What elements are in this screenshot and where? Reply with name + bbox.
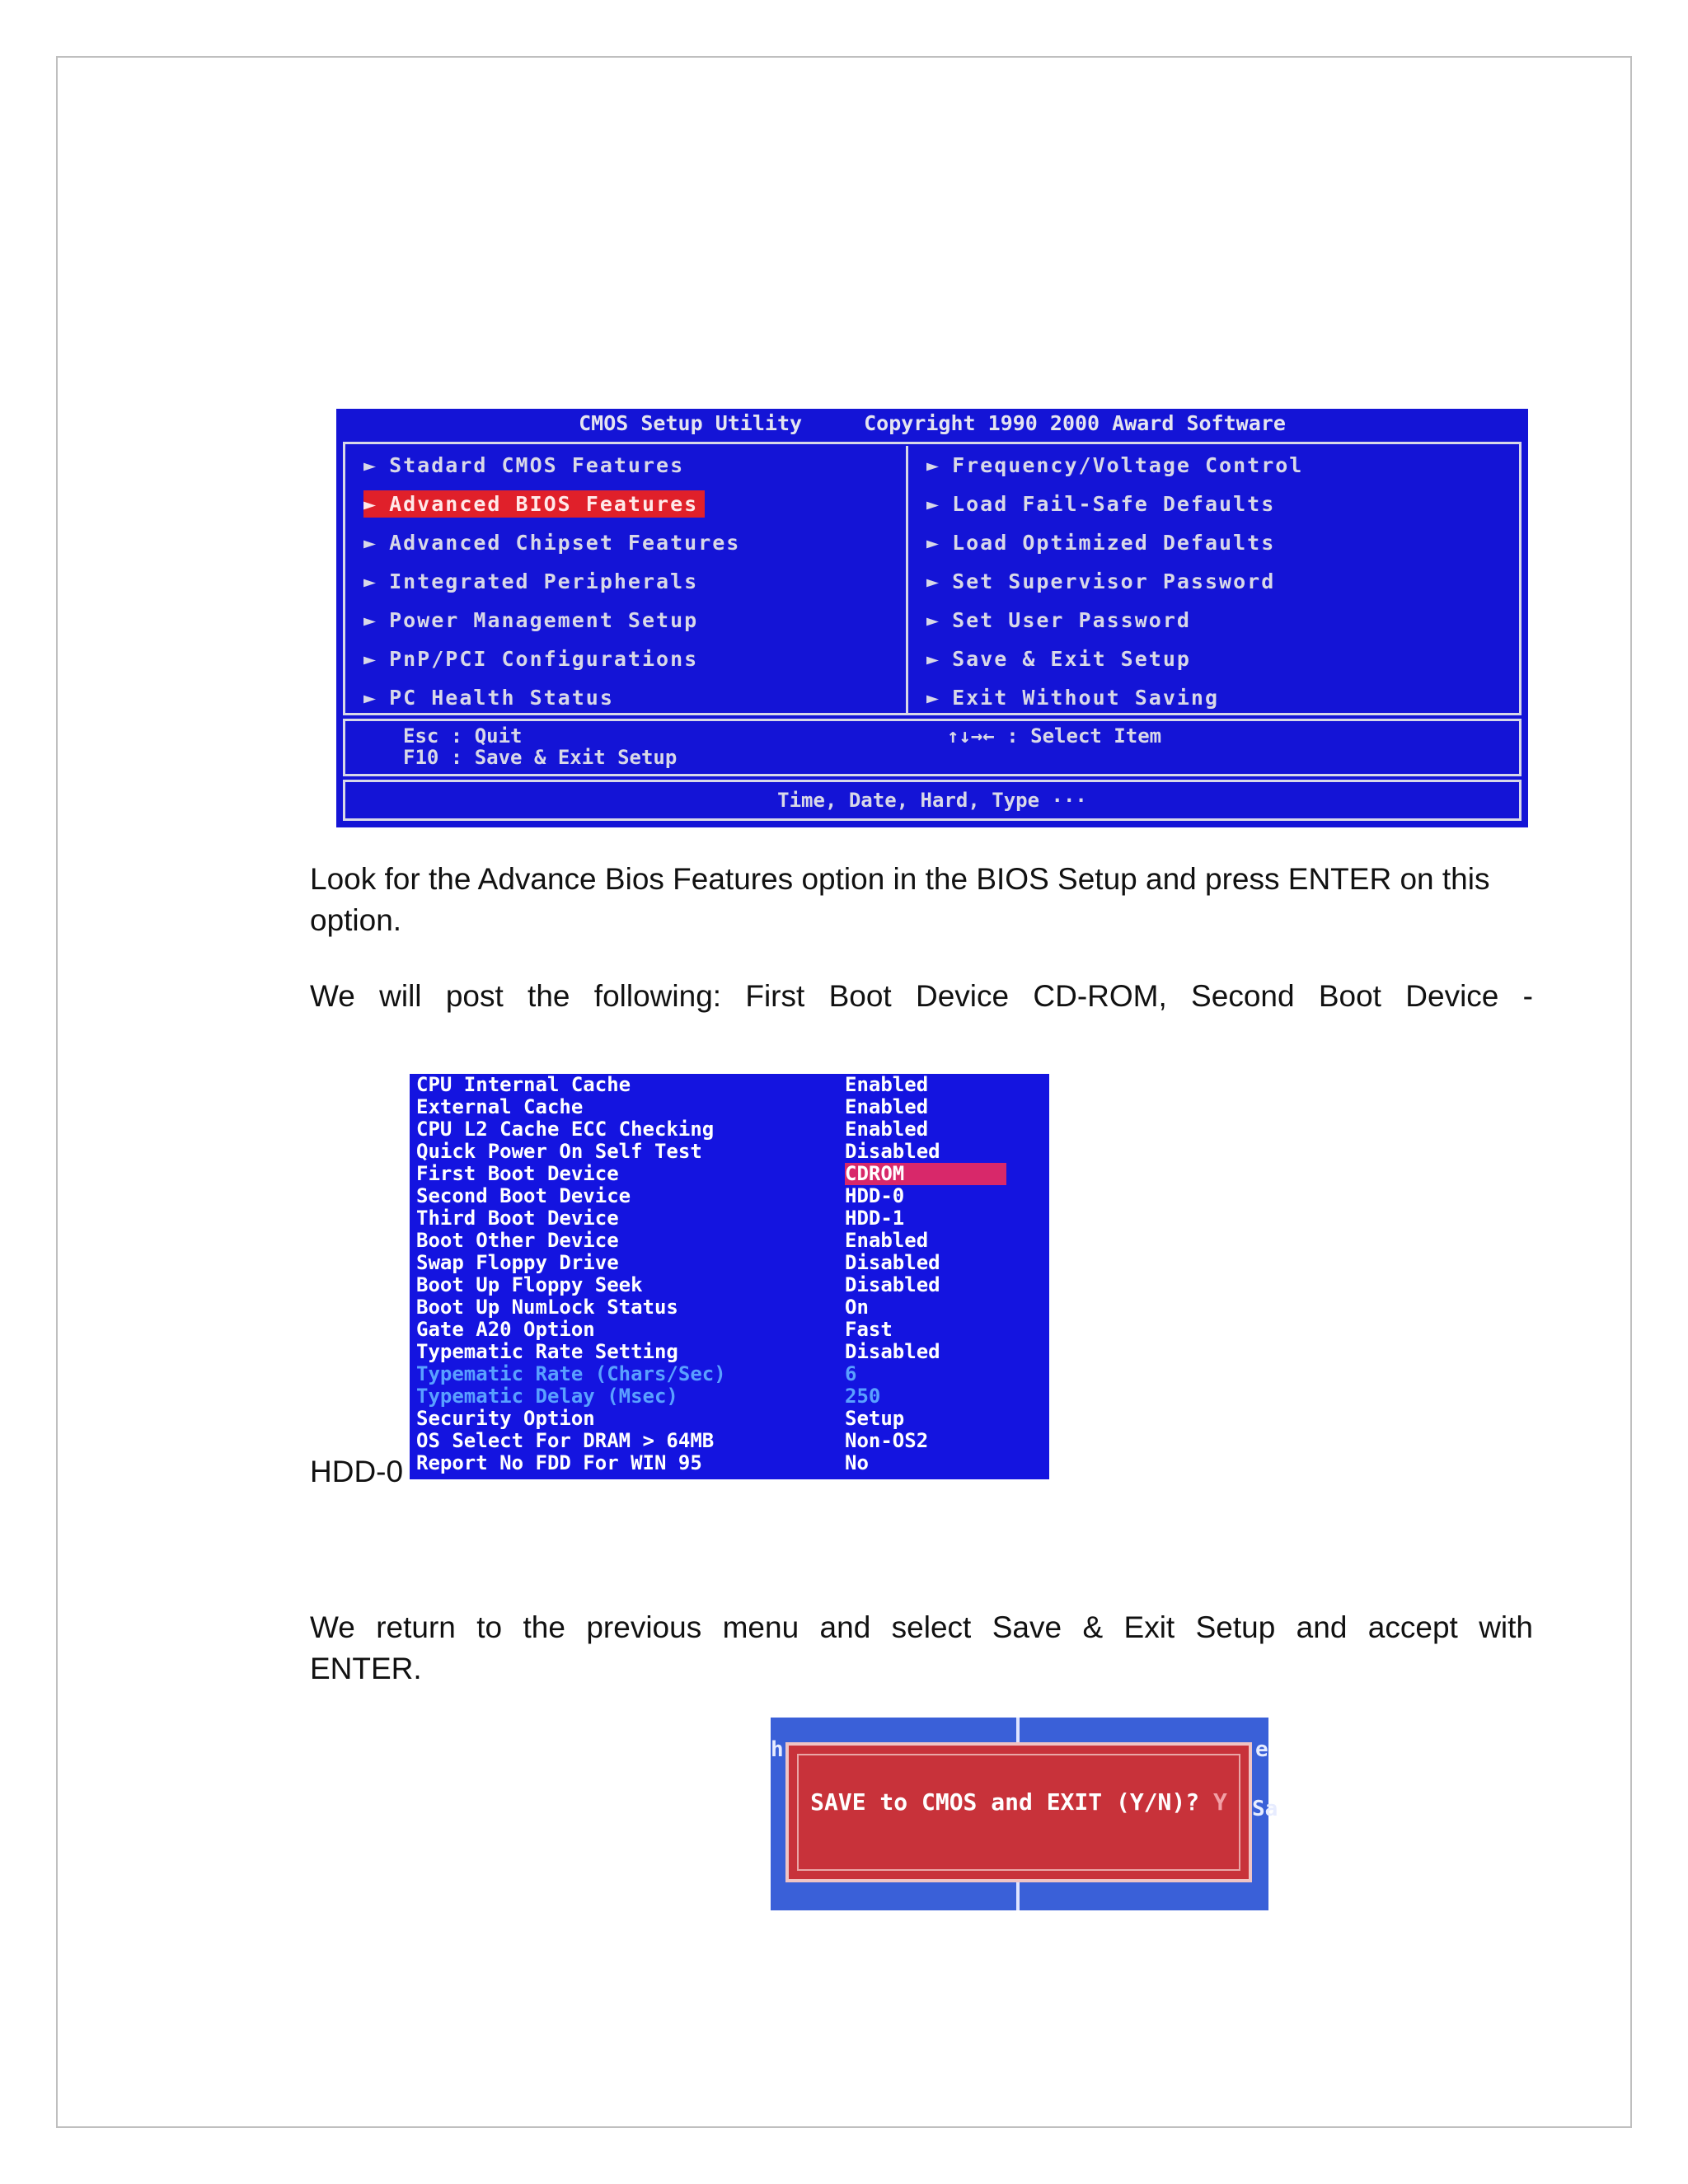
edge-text-left: h <box>771 1737 784 1762</box>
adv-setting-row[interactable]: Boot Up NumLock Status On <box>416 1296 869 1319</box>
adv-setting-row-selected[interactable]: First Boot Device CDROM <box>416 1163 1043 1185</box>
arrow-right-icon: ► <box>926 686 941 710</box>
arrow-right-icon: ► <box>363 453 378 477</box>
bios-menu-item[interactable]: ► Set User Password <box>926 608 1191 632</box>
bios-title: CMOS Setup Utility <box>579 411 803 435</box>
bios-menu-item[interactable]: ► Save & Exit Setup <box>926 647 1191 671</box>
adv-setting-row[interactable]: Third Boot Device HDD-1 <box>416 1207 905 1230</box>
edge-text-right: e <box>1255 1737 1268 1762</box>
arrow-right-icon: ► <box>926 647 941 671</box>
bios-menu-frame <box>343 442 1522 715</box>
bios-menu-item[interactable]: ► Load Fail-Safe Defaults <box>926 492 1276 516</box>
bios-menu-item[interactable]: ► Power Management Setup <box>363 608 699 632</box>
bios-menu-item[interactable]: ► PnP/PCI Configurations <box>363 647 699 671</box>
adv-setting-row[interactable]: Second Boot Device HDD-0 <box>416 1184 905 1207</box>
adv-setting-row[interactable]: Boot Other Device Enabled <box>416 1229 929 1252</box>
bios-menu-left-column <box>345 446 899 717</box>
help-arrows: ↑↓→← : Select Item <box>947 724 1162 748</box>
adv-setting-row-disabled: Typematic Rate (Chars/Sec) 6 <box>416 1362 857 1385</box>
bios-copyright: Copyright 1990 2000 Award Software <box>864 411 1286 435</box>
adv-setting-row[interactable]: OS Select For DRAM > 64MB Non-OS2 <box>416 1429 929 1452</box>
adv-setting-row[interactable]: Swap Floppy Drive Disabled <box>416 1251 940 1274</box>
help-f10: F10 : Save & Exit Setup <box>403 746 678 769</box>
arrow-right-icon: ► <box>363 492 378 516</box>
paragraph-save-exit-line1: We return to the previous menu and select Save & Exit Setup and accept with <box>310 1610 1533 1644</box>
paragraph-boot-devices: We will post the following: First Boot Device CD-ROM, Second Boot Device - <box>310 979 1533 1013</box>
save-prompt: SAVE to CMOS and EXIT (Y/N)? <box>810 1788 1200 1816</box>
adv-setting-row[interactable]: Security Option Setup <box>416 1407 905 1430</box>
bios-menu-item[interactable]: ► PC Health Status <box>363 686 614 710</box>
bios-menu-item[interactable]: ► Advanced Chipset Features <box>363 531 741 555</box>
bios-advanced-features-screenshot <box>410 1074 1049 1479</box>
save-confirm-dialog <box>785 1742 1252 1882</box>
bios-menu-item[interactable]: ► Frequency/Voltage Control <box>926 453 1304 477</box>
adv-setting-row[interactable]: Gate A20 Option Fast <box>416 1318 893 1341</box>
bios-menu-item[interactable]: ► Integrated Peripherals <box>363 569 699 593</box>
bios-footer: Time, Date, Hard, Type ··· <box>343 780 1522 821</box>
adv-setting-row[interactable]: CPU Internal Cache Enabled <box>416 1073 929 1096</box>
bios-main-menu-screenshot <box>336 409 1528 827</box>
adv-setting-row[interactable]: Quick Power On Self Test Disabled <box>416 1140 940 1163</box>
save-confirm-text <box>789 1788 1249 1816</box>
arrow-right-icon: ► <box>926 492 941 516</box>
arrow-right-icon: ► <box>926 531 941 555</box>
arrow-right-icon: ► <box>363 608 378 632</box>
edge-text-right-mid: Sa <box>1252 1797 1278 1821</box>
arrow-right-icon: ► <box>363 569 378 593</box>
paragraph-advance-bios: Look for the Advance Bios Features option in the BIOS Setup and press ENTER on this option. <box>310 862 1490 937</box>
arrow-right-icon: ► <box>926 608 941 632</box>
adv-setting-row[interactable]: Typematic Rate Setting Disabled <box>416 1340 940 1363</box>
adv-setting-row-disabled: Typematic Delay (Msec) 250 <box>416 1385 881 1408</box>
bios-help-bar <box>343 719 1522 776</box>
adv-setting-row[interactable]: External Cache Enabled <box>416 1095 929 1118</box>
adv-setting-row[interactable]: Boot Up Floppy Seek Disabled <box>416 1273 940 1296</box>
bios-menu-item[interactable]: ► Stadard CMOS Features <box>363 453 685 477</box>
arrow-right-icon: ► <box>926 569 941 593</box>
adv-setting-row[interactable]: Report No FDD For WIN 95 No <box>416 1451 869 1474</box>
help-esc: Esc : Quit <box>403 724 523 748</box>
adv-setting-row[interactable]: CPU L2 Cache ECC Checking Enabled <box>416 1118 929 1141</box>
arrow-right-icon: ► <box>363 531 378 555</box>
bios-menu-item[interactable]: ► Exit Without Saving <box>926 686 1220 710</box>
arrow-right-icon: ► <box>363 647 378 671</box>
bios-menu-item-selected[interactable]: ► Advanced BIOS Features <box>345 485 899 523</box>
bios-menu-item[interactable]: ► Load Optimized Defaults <box>926 531 1276 555</box>
paragraph-save-exit-line2: ENTER. <box>310 1652 422 1685</box>
bios-menu-right-column <box>906 446 1518 715</box>
arrow-right-icon: ► <box>926 453 941 477</box>
bios-title-bar <box>336 409 1528 438</box>
paragraph-hdd0-tail: HDD-0 <box>310 1455 404 1488</box>
save-dialog-screenshot <box>771 1718 1278 1910</box>
arrow-right-icon: ► <box>363 686 378 710</box>
bios-menu-item[interactable]: ► Set Supervisor Password <box>926 569 1276 593</box>
save-answer-input[interactable]: Y <box>1213 1788 1227 1816</box>
